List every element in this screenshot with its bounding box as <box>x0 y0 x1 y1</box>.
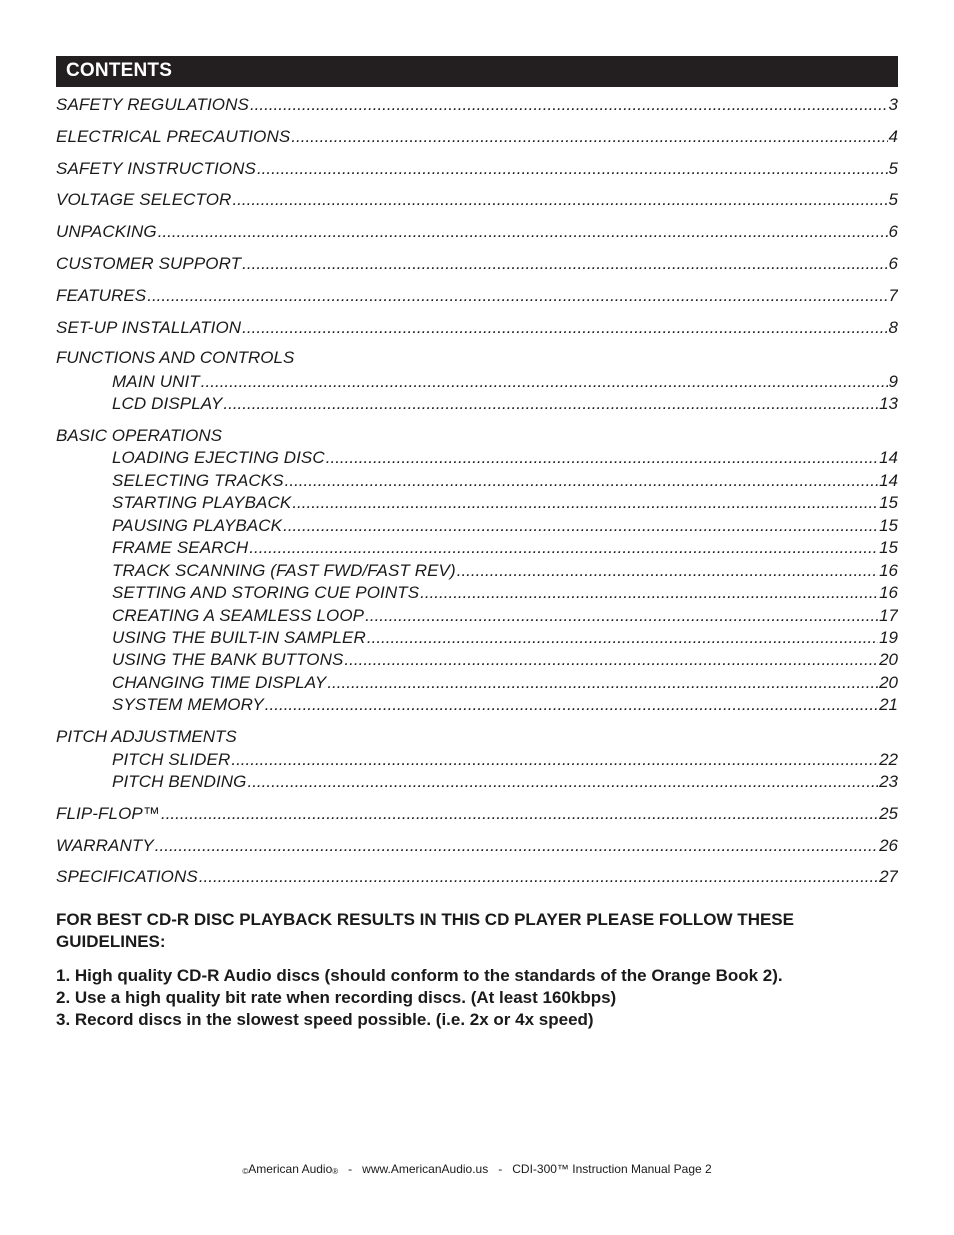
toc-entry-setup-installation[interactable] <box>56 317 898 339</box>
footer-website[interactable]: www.AmericanAudio.us <box>362 1162 489 1176</box>
dot-leader <box>367 627 878 649</box>
toc-entry-warranty[interactable] <box>56 835 898 857</box>
toc-page-number: 23 <box>879 772 898 791</box>
dot-leader <box>250 94 888 116</box>
footer-separator: - <box>348 1162 353 1176</box>
toc-page-number: 3 <box>888 95 898 114</box>
toc-page-number: 15 <box>879 493 898 512</box>
toc-label: SPECIFICATIONS <box>56 867 198 886</box>
toc-entry-cue-points[interactable] <box>112 582 898 604</box>
toc-label: SAFETY INSTRUCTIONS <box>56 159 256 178</box>
toc-entry-pitch-bending[interactable] <box>112 771 898 793</box>
toc-label: VOLTAGE SELECTOR <box>56 190 232 209</box>
dot-leader <box>201 371 888 393</box>
toc-entry-frame-search[interactable] <box>112 537 898 559</box>
footer-brand: American Audio <box>248 1162 333 1176</box>
dot-leader <box>231 749 878 771</box>
toc-page-number: 4 <box>888 127 898 146</box>
toc-entry-electrical-precautions[interactable] <box>56 126 898 148</box>
toc-page-number: 7 <box>888 286 898 305</box>
toc-label: CHANGING TIME DISPLAY <box>112 673 327 692</box>
dot-leader <box>291 126 887 148</box>
toc-label: WARRANTY <box>56 836 154 855</box>
page-footer <box>0 1161 954 1179</box>
toc-label: FLIP-FLOP™ <box>56 804 160 823</box>
toc-page-number: 22 <box>879 750 898 769</box>
toc-page-number: 25 <box>879 804 898 823</box>
toc-entry-lcd-display[interactable] <box>112 393 898 415</box>
footer-separator: - <box>498 1162 503 1176</box>
toc-page-number: 16 <box>879 561 898 580</box>
toc-entry-bank-buttons[interactable] <box>112 649 898 671</box>
dot-leader <box>247 771 878 793</box>
toc-page-number: 19 <box>879 628 898 647</box>
toc-label: CREATING A SEAMLESS LOOP <box>112 606 365 625</box>
toc-entry-flip-flop[interactable] <box>56 803 898 825</box>
toc-label: SET-UP INSTALLATION <box>56 318 242 337</box>
toc-page-number: 6 <box>888 222 898 241</box>
toc-entry-unpacking[interactable] <box>56 221 898 243</box>
toc-label: USING THE BANK BUTTONS <box>112 650 344 669</box>
dot-leader <box>457 560 878 582</box>
dot-leader <box>292 492 878 514</box>
dot-leader <box>285 470 878 492</box>
toc-entry-main-unit[interactable] <box>112 371 898 393</box>
toc-label: FEATURES <box>56 286 147 305</box>
toc-label: TRACK SCANNING (FAST FWD/FAST REV) <box>112 561 456 580</box>
copyright-symbol: © <box>242 1167 249 1176</box>
dot-leader <box>161 803 878 825</box>
toc-page-number: 15 <box>879 516 898 535</box>
dot-leader <box>223 393 878 415</box>
toc-entry-safety-instructions[interactable] <box>56 158 898 180</box>
toc-entry-system-memory[interactable] <box>112 694 898 716</box>
toc-entry-features[interactable] <box>56 285 898 307</box>
dot-leader <box>242 317 887 339</box>
dot-leader <box>147 285 887 307</box>
toc-entry-voltage-selector[interactable] <box>56 189 898 211</box>
toc-label: SAFETY REGULATIONS <box>56 95 249 114</box>
toc-page-number: 5 <box>888 190 898 209</box>
toc-label: SETTING AND STORING CUE POINTS <box>112 583 420 602</box>
toc-page-number: 14 <box>879 471 898 490</box>
dot-leader <box>199 866 878 888</box>
toc-label: SELECTING TRACKS <box>112 471 284 490</box>
contents-title: CONTENTS <box>66 60 173 81</box>
toc-entry-safety-regulations[interactable] <box>56 94 898 116</box>
toc-entry-selecting-tracks[interactable] <box>112 470 898 492</box>
toc-heading-basic-operations: BASIC OPERATIONS <box>56 426 222 445</box>
toc-entry-customer-support[interactable] <box>56 253 898 275</box>
toc-page-number: 26 <box>879 836 898 855</box>
toc-heading-pitch-adjustments: PITCH ADJUSTMENTS <box>56 727 237 746</box>
toc-entry-sampler[interactable] <box>112 627 898 649</box>
toc-label: UNPACKING <box>56 222 157 241</box>
toc-page-number: 20 <box>879 673 898 692</box>
dot-leader <box>265 694 878 716</box>
toc-entry-pausing-playback[interactable] <box>112 515 898 537</box>
dot-leader <box>232 189 887 211</box>
dot-leader <box>327 672 878 694</box>
toc-entry-starting-playback[interactable] <box>112 492 898 514</box>
toc-entry-loading-ejecting-disc[interactable] <box>112 447 898 469</box>
toc-heading-functions-and-controls: FUNCTIONS AND CONTROLS <box>56 348 295 367</box>
guideline-item-2: 2. Use a high quality bit rate when recording discs. (At least 160kbps) <box>56 988 617 1007</box>
toc-entry-seamless-loop[interactable] <box>112 605 898 627</box>
toc-page-number: 17 <box>879 606 898 625</box>
dot-leader <box>155 835 878 857</box>
toc-label: STARTING PLAYBACK <box>112 493 292 512</box>
toc-entry-time-display[interactable] <box>112 672 898 694</box>
toc-page-number: 27 <box>879 867 898 886</box>
contents-header-bar <box>56 56 898 87</box>
toc-label: PITCH SLIDER <box>112 750 231 769</box>
dot-leader <box>249 537 878 559</box>
toc-page-number: 6 <box>888 254 898 273</box>
toc-label: CUSTOMER SUPPORT <box>56 254 242 273</box>
toc-page-number: 14 <box>879 448 898 467</box>
guideline-item-1: 1. High quality CD-R Audio discs (should conform to the standards of the Orange Book 2). <box>56 966 783 985</box>
dot-leader <box>242 253 887 275</box>
toc-page-number: 21 <box>879 695 898 714</box>
toc-page-number: 20 <box>879 650 898 669</box>
toc-entry-track-scanning[interactable] <box>112 560 898 582</box>
dot-leader <box>283 515 878 537</box>
dot-leader <box>420 582 878 604</box>
dot-leader <box>257 158 888 180</box>
guidelines-heading: FOR BEST CD-R DISC PLAYBACK RESULTS IN THIS CD PLAYER PLEASE FOLLOW THESE GUIDELINES: <box>56 910 794 951</box>
toc-label: ELECTRICAL PRECAUTIONS <box>56 127 291 146</box>
dot-leader <box>344 649 878 671</box>
toc-page-number: 15 <box>879 538 898 557</box>
dot-leader <box>365 605 878 627</box>
footer-manual-page: CDI-300™ Instruction Manual Page 2 <box>512 1162 712 1176</box>
toc-label: PAUSING PLAYBACK <box>112 516 283 535</box>
toc-label: FRAME SEARCH <box>112 538 249 557</box>
toc-page-number: 13 <box>879 394 898 413</box>
toc-page-number: 9 <box>888 372 898 391</box>
toc-label: SYSTEM MEMORY <box>112 695 264 714</box>
toc-entry-specifications[interactable] <box>56 866 898 888</box>
toc-label: LOADING EJECTING DISC <box>112 448 325 467</box>
dot-leader <box>326 447 878 469</box>
toc-label: PITCH BENDING <box>112 772 247 791</box>
toc-page-number: 8 <box>888 318 898 337</box>
dot-leader <box>158 221 888 243</box>
guideline-item-3: 3. Record discs in the slowest speed possible. (i.e. 2x or 4x speed) <box>56 1010 594 1029</box>
toc-label: USING THE BUILT-IN SAMPLER <box>112 628 366 647</box>
toc-label: LCD DISPLAY <box>112 394 223 413</box>
toc-entry-pitch-slider[interactable] <box>112 749 898 771</box>
toc-label: MAIN UNIT <box>112 372 200 391</box>
toc-page-number: 5 <box>888 159 898 178</box>
registered-symbol: ® <box>332 1167 339 1176</box>
toc-page-number: 16 <box>879 583 898 602</box>
